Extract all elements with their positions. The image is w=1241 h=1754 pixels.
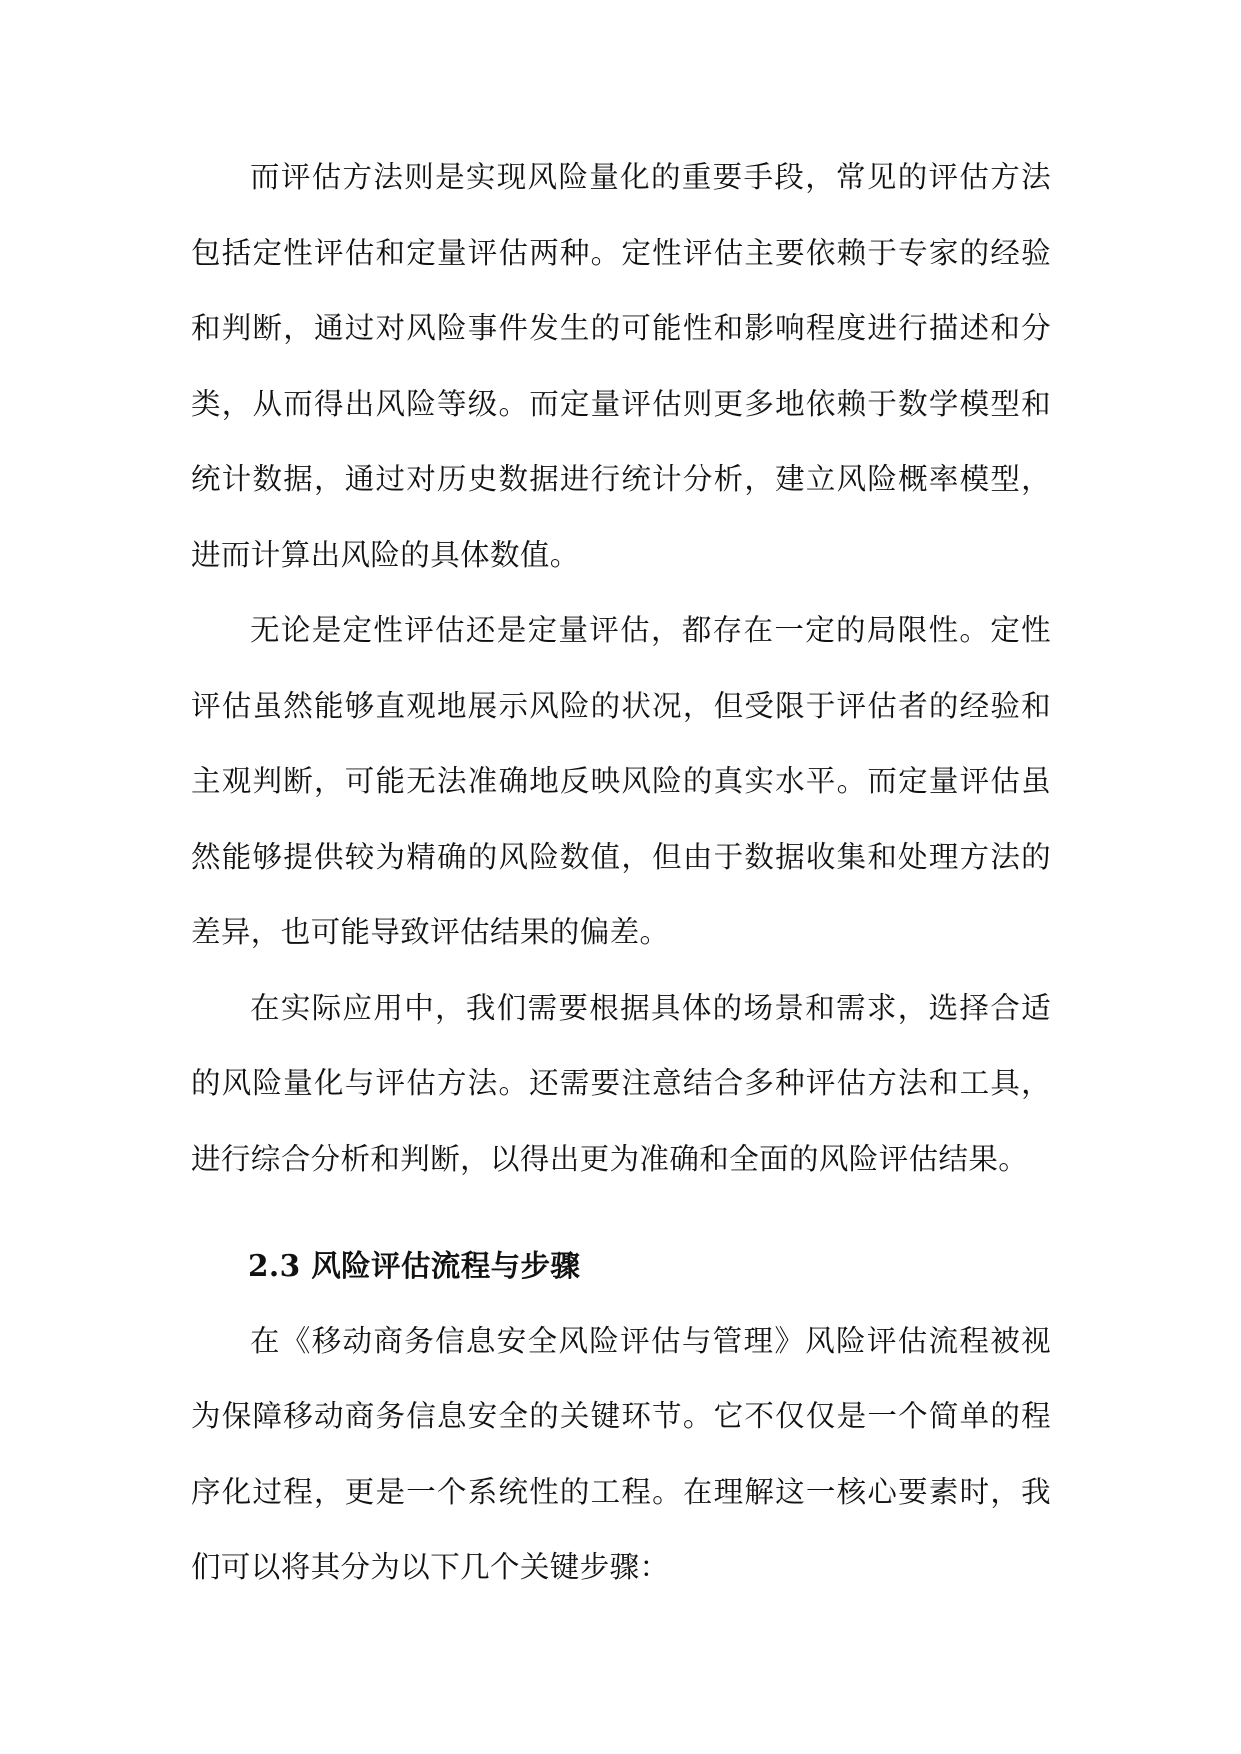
paragraph-limitations: 无论是定性评估还是定量评估，都存在一定的局限性。定性评估虽然能够直观地展示风险的状况，但受限于评估者的经验和主观判断，可能无法准确地反映风险的真实水平。而定量评估虽然能够提供较为精确的风险数值，但由于数据收集和处理方法的差异，也可能导致评估结果的偏差。 bbox=[191, 613, 1051, 949]
section-heading: 2.3 风险评估流程与步骤 bbox=[248, 1248, 581, 1283]
paragraph-practical-application: 在实际应用中，我们需要根据具体的场景和需求，选择合适的风险量化与评估方法。还需要注意结合多种评估方法和工具，进行综合分析和判断，以得出更为准确和全面的风险评估结果。 bbox=[191, 990, 1051, 1176]
section-spacer bbox=[191, 1197, 1051, 1228]
paragraph-process-intro: 在《移动商务信息安全风险评估与管理》风险评估流程被视为保障移动商务信息安全的关键环节。它不仅仅是一个简单的程序化过程，更是一个系统性的工程。在理解这一核心要素时，我们可以将其分为以下几个关键步骤： bbox=[191, 1323, 1051, 1584]
paragraph-assessment-methods: 而评估方法则是实现风险量化的重要手段，常见的评估方法包括定性评估和定量评估两种。定性评估主要依赖于专家的经验和判断，通过对风险事件发生的可能性和影响程度进行描述和分类，从而得出风险等级。而定量评估则更多地依赖于数学模型和统计数据，通过对历史数据进行统计分析，建立风险概率模型，进而计算出风险的具体数值。 bbox=[191, 160, 1051, 572]
document-body bbox=[191, 140, 1051, 1606]
